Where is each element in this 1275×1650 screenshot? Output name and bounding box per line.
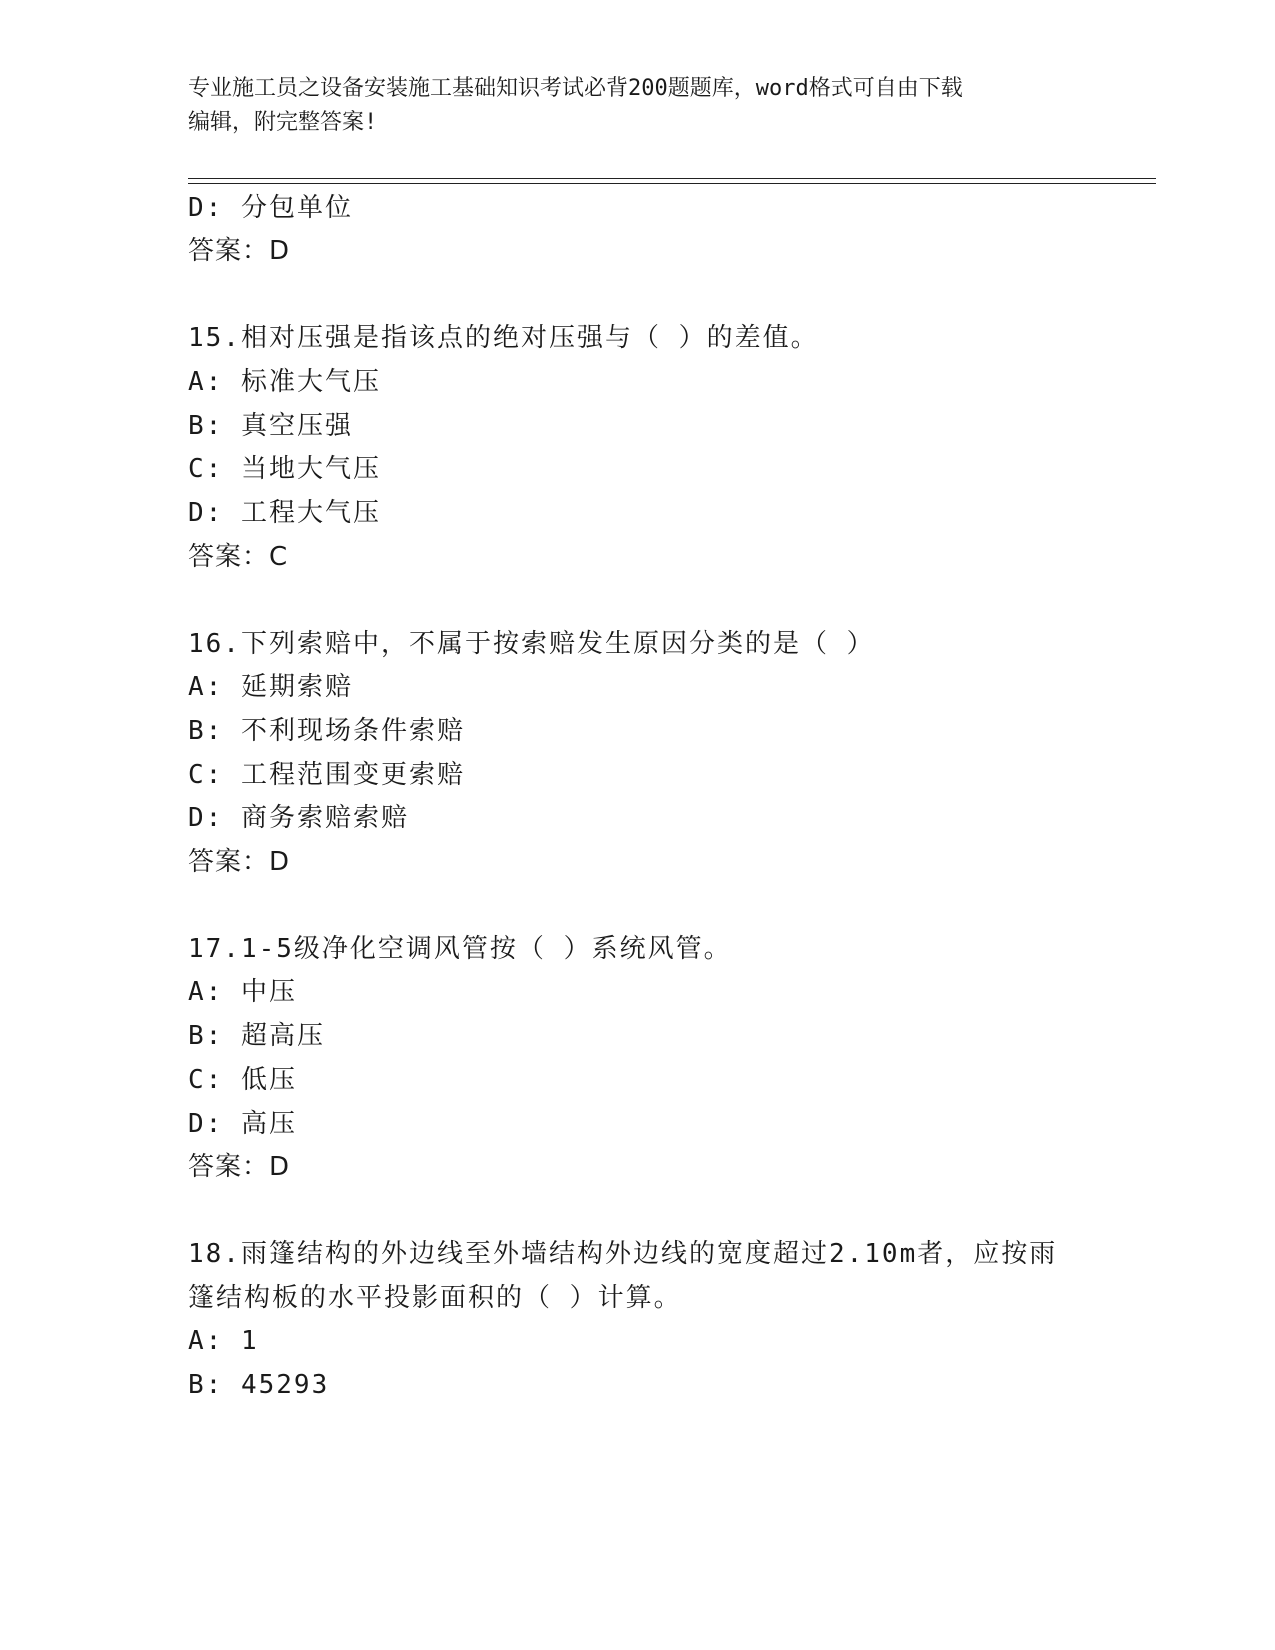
q15-option-d: D: 工程大气压 xyxy=(188,498,381,528)
q18-option-b: B: 45293 xyxy=(188,1370,330,1400)
q16-answer: 答案：D xyxy=(188,847,291,877)
q18-option-a: A: 1 xyxy=(188,1326,259,1356)
q18-question-line-1: 18.雨篷结构的外边线至外墙结构外边线的宽度超过2.10m者，应按雨 xyxy=(188,1239,1058,1269)
header-title-line-1: 专业施工员之设备安装施工基础知识考试必背200题题库，word格式可自由下载 xyxy=(188,76,963,101)
q16-option-d: D: 商务索赔索赔 xyxy=(188,803,409,833)
q17-option-d: D: 高压 xyxy=(188,1109,297,1139)
header-divider-top xyxy=(188,178,1156,179)
q17-option-a: A: 中压 xyxy=(188,977,297,1007)
q15-option-c: C: 当地大气压 xyxy=(188,454,381,484)
q14-answer: 答案：D xyxy=(188,236,291,266)
q15-question: 15.相对压强是指该点的绝对压强与（ ）的差值。 xyxy=(188,323,819,353)
q16-question: 16.下列索赔中，不属于按索赔发生原因分类的是（ ） xyxy=(188,629,875,659)
q15-option-b: B: 真空压强 xyxy=(188,411,353,441)
q16-option-c: C: 工程范围变更索赔 xyxy=(188,760,465,790)
q16-option-a: A: 延期索赔 xyxy=(188,672,353,702)
q17-option-b: B: 超高压 xyxy=(188,1021,325,1051)
q18-question-line-2: 篷结构板的水平投影面积的（ ）计算。 xyxy=(188,1283,682,1313)
q17-option-c: C: 低压 xyxy=(188,1065,297,1095)
q17-answer: 答案：D xyxy=(188,1152,291,1182)
q16-option-b: B: 不利现场条件索赔 xyxy=(188,716,465,746)
q15-answer: 答案：C xyxy=(188,542,289,572)
q15-option-a: A: 标准大气压 xyxy=(188,367,381,397)
q17-question: 17.1-5级净化空调风管按（ ）系统风管。 xyxy=(188,934,732,964)
document-header xyxy=(188,72,1088,140)
header-divider-bottom xyxy=(188,183,1156,184)
header-title-line-2: 编辑，附完整答案! xyxy=(188,110,378,135)
q14-option-d: D: 分包单位 xyxy=(188,193,353,223)
